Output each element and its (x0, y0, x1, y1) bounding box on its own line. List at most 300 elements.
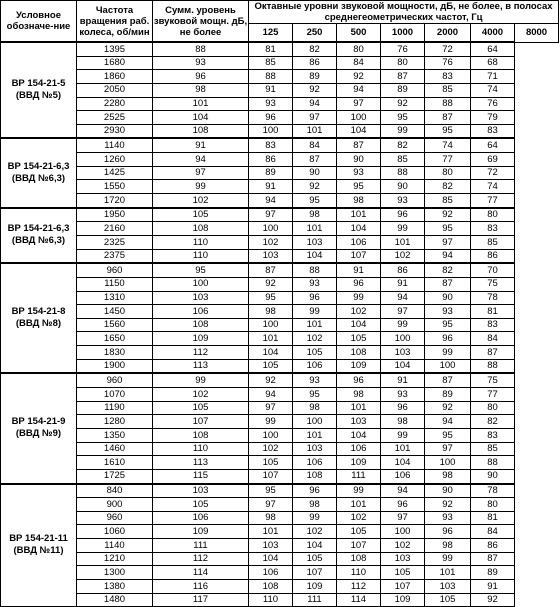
octave-level-cell: 107 (337, 539, 381, 553)
model-cell: ВР 154-21-6,3 (ВВД №6,3) (1, 138, 77, 207)
octave-level-cell: 106 (293, 456, 337, 470)
octave-level-cell: 97 (293, 111, 337, 125)
octave-level-cell: 95 (425, 124, 471, 138)
octave-level-cell: 101 (381, 235, 425, 249)
octave-level-cell: 91 (471, 579, 515, 593)
header-frequency: 8000 (515, 24, 559, 43)
octave-level-cell: 87 (425, 373, 471, 387)
octave-level-cell: 91 (381, 373, 425, 387)
total-level-cell: 108 (153, 318, 249, 332)
octave-level-cell: 82 (293, 42, 337, 56)
octave-level-cell: 92 (425, 401, 471, 415)
octave-level-cell: 99 (381, 124, 425, 138)
octave-level-cell: 88 (425, 97, 471, 111)
table-row (1, 235, 559, 249)
octave-level-cell: 72 (425, 42, 471, 56)
octave-level-cell: 99 (381, 428, 425, 442)
octave-level-cell: 90 (337, 153, 381, 167)
octave-level-cell: 101 (249, 525, 293, 539)
octave-level-cell: 105 (425, 593, 471, 607)
octave-level-cell: 102 (381, 249, 425, 263)
header-frequency: 250 (293, 24, 337, 43)
total-level-cell: 108 (153, 124, 249, 138)
rpm-cell: 1480 (77, 593, 153, 607)
total-level-cell: 101 (153, 97, 249, 111)
octave-level-cell: 101 (293, 222, 337, 236)
octave-level-cell: 94 (425, 415, 471, 429)
octave-level-cell: 101 (337, 208, 381, 222)
octave-level-cell: 106 (337, 442, 381, 456)
octave-level-cell: 85 (425, 83, 471, 97)
octave-level-cell: 80 (471, 498, 515, 512)
total-level-cell: 91 (153, 138, 249, 152)
octave-level-cell: 90 (293, 166, 337, 180)
octave-level-cell: 97 (249, 401, 293, 415)
octave-level-cell: 88 (471, 456, 515, 470)
total-level-cell: 115 (153, 469, 249, 483)
octave-level-cell: 103 (249, 539, 293, 553)
total-level-cell: 99 (153, 373, 249, 387)
octave-level-cell: 97 (381, 511, 425, 525)
octave-level-cell: 105 (381, 566, 425, 580)
octave-level-cell: 85 (381, 153, 425, 167)
octave-level-cell: 95 (249, 484, 293, 498)
octave-level-cell: 98 (425, 469, 471, 483)
octave-level-cell: 103 (337, 415, 381, 429)
octave-level-cell: 114 (337, 593, 381, 607)
total-level-cell: 98 (153, 83, 249, 97)
octave-level-cell: 111 (337, 469, 381, 483)
octave-level-cell: 104 (337, 428, 381, 442)
octave-level-cell: 100 (381, 525, 425, 539)
octave-level-cell: 83 (471, 428, 515, 442)
octave-level-cell: 107 (249, 469, 293, 483)
octave-level-cell: 90 (425, 484, 471, 498)
octave-level-cell: 97 (425, 442, 471, 456)
octave-level-cell: 105 (249, 456, 293, 470)
octave-level-cell: 88 (249, 70, 293, 84)
octave-level-cell: 89 (249, 166, 293, 180)
total-level-cell: 99 (153, 180, 249, 194)
header-rpm: Частота вращения раб. колеса, об/мин (77, 1, 153, 43)
octave-level-cell: 110 (249, 593, 293, 607)
octave-level-cell: 100 (249, 222, 293, 236)
octave-level-cell: 86 (293, 56, 337, 70)
octave-level-cell: 100 (337, 111, 381, 125)
octave-level-cell: 103 (249, 249, 293, 263)
octave-level-cell: 93 (249, 97, 293, 111)
rpm-cell: 960 (77, 511, 153, 525)
table-row (1, 166, 559, 180)
rpm-cell: 1900 (77, 359, 153, 373)
table-row (1, 124, 559, 138)
octave-level-cell: 103 (381, 552, 425, 566)
octave-level-cell: 83 (471, 222, 515, 236)
table-row (1, 442, 559, 456)
octave-level-cell: 87 (471, 552, 515, 566)
octave-level-cell: 87 (425, 111, 471, 125)
rpm-cell: 1560 (77, 318, 153, 332)
octave-level-cell: 94 (337, 83, 381, 97)
octave-level-cell: 101 (293, 124, 337, 138)
octave-level-cell: 108 (293, 469, 337, 483)
octave-level-cell: 96 (293, 291, 337, 305)
header-frequency: 2000 (425, 24, 471, 43)
octave-level-cell: 102 (249, 442, 293, 456)
table-row (1, 305, 559, 319)
octave-level-cell: 101 (293, 318, 337, 332)
octave-level-cell: 87 (381, 70, 425, 84)
octave-level-cell: 91 (249, 180, 293, 194)
table-row (1, 332, 559, 346)
octave-level-cell: 82 (425, 180, 471, 194)
octave-level-cell: 109 (381, 593, 425, 607)
total-level-cell: 103 (153, 484, 249, 498)
octave-level-cell: 80 (337, 42, 381, 56)
total-level-cell: 94 (153, 153, 249, 167)
octave-level-cell: 108 (337, 552, 381, 566)
header-frequency: 500 (337, 24, 381, 43)
octave-level-cell: 81 (249, 42, 293, 56)
total-level-cell: 97 (153, 166, 249, 180)
model-cell: ВР 154-21-5 (ВВД №5) (1, 42, 77, 138)
octave-level-cell: 74 (471, 180, 515, 194)
octave-level-cell: 78 (471, 291, 515, 305)
octave-level-cell: 96 (337, 373, 381, 387)
octave-level-cell: 83 (471, 318, 515, 332)
rpm-cell: 960 (77, 373, 153, 387)
octave-level-cell: 100 (425, 456, 471, 470)
octave-level-cell: 86 (471, 539, 515, 553)
octave-level-cell: 81 (471, 511, 515, 525)
rpm-cell: 1550 (77, 180, 153, 194)
header-octave-levels: Октавные уровни звуковой мощности, дБ, не более, в полосах среднегеометрических частот, Гц (249, 1, 559, 24)
octave-level-cell: 78 (471, 484, 515, 498)
octave-level-cell: 96 (381, 208, 425, 222)
octave-level-cell: 99 (293, 305, 337, 319)
rpm-cell: 1280 (77, 415, 153, 429)
octave-level-cell: 103 (293, 442, 337, 456)
octave-level-cell: 105 (293, 346, 337, 360)
octave-level-cell: 93 (425, 511, 471, 525)
table-row (1, 346, 559, 360)
rpm-cell: 1425 (77, 166, 153, 180)
octave-level-cell: 85 (471, 442, 515, 456)
rpm-cell: 1650 (77, 332, 153, 346)
octave-level-cell: 96 (381, 498, 425, 512)
octave-level-cell: 98 (293, 208, 337, 222)
table-row (1, 222, 559, 236)
rpm-cell: 2325 (77, 235, 153, 249)
octave-level-cell: 92 (293, 180, 337, 194)
octave-level-cell: 108 (337, 346, 381, 360)
octave-level-cell: 92 (381, 97, 425, 111)
octave-level-cell: 77 (471, 388, 515, 402)
total-level-cell: 109 (153, 525, 249, 539)
octave-level-cell: 71 (471, 70, 515, 84)
octave-level-cell: 109 (337, 456, 381, 470)
rpm-cell: 1830 (77, 346, 153, 360)
rpm-cell: 2280 (77, 97, 153, 111)
total-level-cell: 102 (153, 388, 249, 402)
octave-level-cell: 64 (471, 138, 515, 152)
table-row (1, 593, 559, 607)
header-total-level: Сумм. уровень звуковой мощн. дБ, не более (153, 1, 249, 43)
octave-level-cell: 82 (381, 138, 425, 152)
table-row (1, 415, 559, 429)
octave-level-cell: 105 (337, 525, 381, 539)
octave-level-cell: 96 (293, 484, 337, 498)
total-level-cell: 107 (153, 415, 249, 429)
octave-level-cell: 100 (249, 318, 293, 332)
octave-level-cell: 107 (337, 249, 381, 263)
table-row (1, 153, 559, 167)
octave-level-cell: 90 (381, 180, 425, 194)
table-row (1, 511, 559, 525)
octave-level-cell: 75 (471, 373, 515, 387)
octave-level-cell: 95 (381, 111, 425, 125)
octave-level-cell: 94 (293, 97, 337, 111)
octave-level-cell: 91 (249, 83, 293, 97)
octave-level-cell: 88 (381, 166, 425, 180)
total-level-cell: 117 (153, 593, 249, 607)
octave-level-cell: 82 (425, 263, 471, 277)
total-level-cell: 88 (153, 42, 249, 56)
octave-level-cell: 70 (471, 263, 515, 277)
octave-level-cell: 87 (471, 346, 515, 360)
rpm-cell: 1450 (77, 305, 153, 319)
total-level-cell: 113 (153, 359, 249, 373)
octave-level-cell: 110 (337, 566, 381, 580)
octave-level-cell: 89 (381, 83, 425, 97)
octave-level-cell: 85 (471, 235, 515, 249)
octave-level-cell: 95 (425, 428, 471, 442)
rpm-cell: 1350 (77, 428, 153, 442)
octave-level-cell: 81 (471, 305, 515, 319)
rpm-cell: 960 (77, 263, 153, 277)
total-level-cell: 103 (153, 291, 249, 305)
octave-level-cell: 112 (337, 579, 381, 593)
octave-level-cell: 101 (425, 566, 471, 580)
octave-level-cell: 104 (381, 359, 425, 373)
octave-level-cell: 87 (293, 153, 337, 167)
octave-level-cell: 92 (471, 593, 515, 607)
table-row (1, 111, 559, 125)
table-row (1, 484, 559, 498)
octave-level-cell: 100 (249, 428, 293, 442)
octave-level-cell: 74 (425, 138, 471, 152)
octave-level-cell: 90 (471, 469, 515, 483)
table-row (1, 42, 559, 56)
octave-level-cell: 102 (337, 511, 381, 525)
rpm-cell: 1310 (77, 291, 153, 305)
total-level-cell: 104 (153, 111, 249, 125)
table-body (1, 42, 559, 607)
octave-level-cell: 93 (381, 194, 425, 208)
octave-level-cell: 86 (471, 249, 515, 263)
rpm-cell: 840 (77, 484, 153, 498)
octave-level-cell: 64 (471, 42, 515, 56)
rpm-cell: 2930 (77, 124, 153, 138)
header-frequency: 1000 (381, 24, 425, 43)
rpm-cell: 2525 (77, 111, 153, 125)
octave-level-cell: 99 (337, 291, 381, 305)
octave-level-cell: 91 (381, 277, 425, 291)
octave-level-cell: 80 (381, 56, 425, 70)
octave-level-cell: 96 (337, 277, 381, 291)
octave-level-cell: 93 (293, 277, 337, 291)
octave-level-cell: 93 (425, 305, 471, 319)
rpm-cell: 1070 (77, 388, 153, 402)
octave-level-cell: 104 (293, 249, 337, 263)
rpm-cell: 1260 (77, 153, 153, 167)
table-row (1, 525, 559, 539)
octave-level-cell: 93 (337, 166, 381, 180)
table-row (1, 359, 559, 373)
table-header (1, 1, 559, 43)
octave-level-cell: 92 (249, 277, 293, 291)
octave-level-cell: 100 (293, 415, 337, 429)
table-row (1, 138, 559, 152)
octave-level-cell: 99 (381, 222, 425, 236)
octave-level-cell: 100 (381, 332, 425, 346)
total-level-cell: 95 (153, 263, 249, 277)
octave-level-cell: 94 (425, 249, 471, 263)
table-row (1, 97, 559, 111)
total-level-cell: 102 (153, 194, 249, 208)
octave-level-cell: 89 (471, 566, 515, 580)
octave-level-cell: 106 (249, 566, 293, 580)
total-level-cell: 106 (153, 511, 249, 525)
total-level-cell: 105 (153, 498, 249, 512)
rpm-cell: 1720 (77, 194, 153, 208)
octave-level-cell: 101 (337, 401, 381, 415)
octave-level-cell: 94 (249, 194, 293, 208)
octave-level-cell: 80 (425, 166, 471, 180)
octave-level-cell: 84 (337, 56, 381, 70)
octave-level-cell: 101 (293, 428, 337, 442)
octave-level-cell: 106 (337, 235, 381, 249)
octave-level-cell: 102 (337, 305, 381, 319)
octave-level-cell: 99 (381, 318, 425, 332)
octave-level-cell: 103 (425, 579, 471, 593)
octave-level-cell: 102 (293, 525, 337, 539)
octave-level-cell: 92 (337, 70, 381, 84)
rpm-cell: 1210 (77, 552, 153, 566)
rpm-cell: 1060 (77, 525, 153, 539)
octave-level-cell: 96 (425, 332, 471, 346)
table-row (1, 373, 559, 387)
table-row (1, 401, 559, 415)
table-row (1, 180, 559, 194)
octave-level-cell: 99 (425, 552, 471, 566)
model-cell: ВР 154-21-6,3 (ВВД №6,3) (1, 208, 77, 264)
octave-level-cell: 100 (425, 359, 471, 373)
octave-level-cell: 98 (337, 194, 381, 208)
octave-level-cell: 88 (471, 359, 515, 373)
table-row (1, 566, 559, 580)
octave-level-cell: 97 (249, 498, 293, 512)
octave-level-cell: 103 (381, 346, 425, 360)
octave-level-cell: 77 (425, 153, 471, 167)
octave-level-cell: 85 (249, 56, 293, 70)
octave-level-cell: 109 (293, 579, 337, 593)
octave-level-cell: 93 (293, 373, 337, 387)
octave-level-cell: 104 (249, 552, 293, 566)
total-level-cell: 106 (153, 305, 249, 319)
octave-level-cell: 92 (425, 498, 471, 512)
octave-level-cell: 105 (249, 359, 293, 373)
table-row (1, 469, 559, 483)
octave-level-cell: 68 (471, 56, 515, 70)
table-row (1, 579, 559, 593)
octave-level-cell: 109 (337, 359, 381, 373)
total-level-cell: 105 (153, 208, 249, 222)
octave-level-cell: 104 (249, 346, 293, 360)
table-row (1, 456, 559, 470)
table-row (1, 291, 559, 305)
octave-level-cell: 76 (381, 42, 425, 56)
octave-level-cell: 98 (425, 539, 471, 553)
rpm-cell: 2160 (77, 222, 153, 236)
octave-level-cell: 102 (293, 332, 337, 346)
octave-level-cell: 97 (337, 97, 381, 111)
octave-level-cell: 95 (337, 180, 381, 194)
octave-level-cell: 96 (249, 111, 293, 125)
octave-level-cell: 84 (471, 525, 515, 539)
total-level-cell: 110 (153, 249, 249, 263)
octave-level-cell: 106 (381, 469, 425, 483)
octave-level-cell: 96 (381, 401, 425, 415)
octave-level-cell: 82 (471, 415, 515, 429)
rpm-cell: 1150 (77, 277, 153, 291)
octave-level-cell: 90 (425, 291, 471, 305)
total-level-cell: 108 (153, 428, 249, 442)
table-row (1, 249, 559, 263)
octave-level-cell: 87 (337, 138, 381, 152)
octave-level-cell: 83 (471, 124, 515, 138)
rpm-cell: 1950 (77, 208, 153, 222)
octave-level-cell: 104 (337, 124, 381, 138)
table-row (1, 56, 559, 70)
total-level-cell: 113 (153, 456, 249, 470)
octave-level-cell: 80 (471, 401, 515, 415)
octave-level-cell: 105 (293, 552, 337, 566)
table-row (1, 263, 559, 277)
octave-level-cell: 104 (293, 539, 337, 553)
octave-level-cell: 107 (293, 566, 337, 580)
octave-level-cell: 88 (293, 263, 337, 277)
rpm-cell: 1680 (77, 56, 153, 70)
octave-level-cell: 93 (381, 388, 425, 402)
octave-level-cell: 104 (337, 222, 381, 236)
octave-level-cell: 95 (293, 194, 337, 208)
octave-level-cell: 97 (249, 208, 293, 222)
table-row (1, 388, 559, 402)
octave-level-cell: 84 (471, 332, 515, 346)
total-level-cell: 110 (153, 235, 249, 249)
octave-level-cell: 102 (381, 539, 425, 553)
octave-level-cell: 94 (381, 291, 425, 305)
table-row (1, 277, 559, 291)
table-row (1, 498, 559, 512)
rpm-cell: 1190 (77, 401, 153, 415)
octave-level-cell: 86 (381, 263, 425, 277)
octave-level-cell: 89 (425, 388, 471, 402)
octave-level-cell: 104 (381, 456, 425, 470)
header-frequency: 125 (249, 24, 293, 43)
rpm-cell: 1610 (77, 456, 153, 470)
